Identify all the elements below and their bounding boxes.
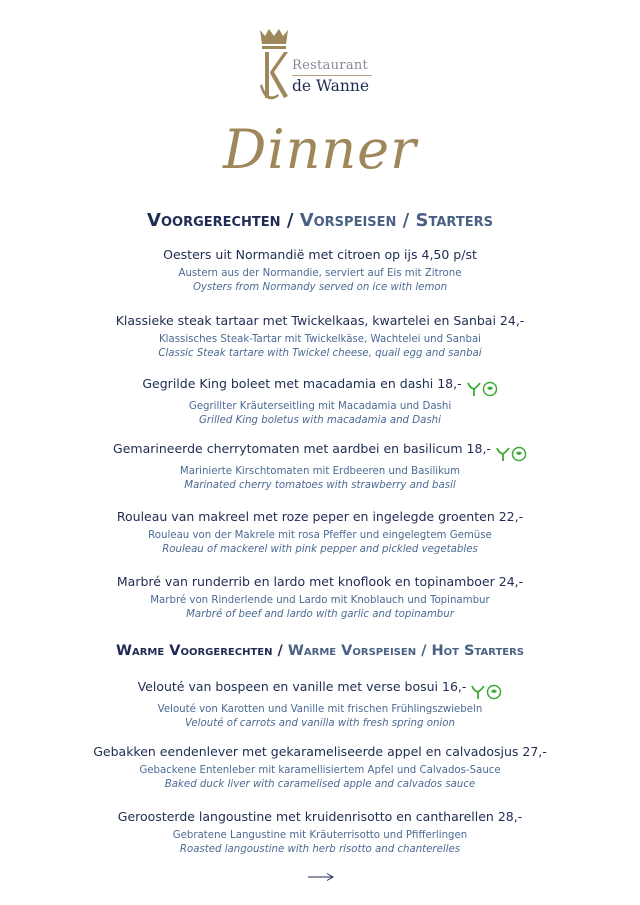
menu-item xyxy=(0,375,640,428)
item-name-german: Gebratene Langustine mit Kräuterrisotto und Pfifferlingen xyxy=(172,830,468,841)
brand-line-restaurant: Restaurant xyxy=(292,58,369,73)
item-name-german: Marbré von Rinderlende und Lardo mit Knoblauch und Topinambur xyxy=(150,595,490,606)
vegan-icon xyxy=(482,381,498,397)
section-header-translations: Warme Vorspeisen / Hot Starters xyxy=(287,643,524,659)
arrow-right-icon[interactable] xyxy=(308,872,334,882)
item-name-german: Velouté von Karotten und Vanille mit frischen Frühlingszwiebeln xyxy=(157,704,483,715)
menu-item xyxy=(0,808,640,857)
item-name-english: Roasted langoustine with herb risotto and chanterelles xyxy=(179,844,461,855)
section-header-starters xyxy=(0,210,640,231)
item-name-english: Marbré of beef and lardo with garlic and topinambur xyxy=(186,609,454,620)
vegetarian-icon xyxy=(495,446,511,462)
item-name-dutch: Marbré van runderrib en lardo met knoflook en topinamboer 24,- xyxy=(116,574,524,589)
item-name-english: Baked duck liver with caramelised apple and calvados sauce xyxy=(164,779,476,790)
item-name-row xyxy=(0,440,640,462)
diet-icons xyxy=(495,444,527,462)
menu-item xyxy=(0,440,640,493)
item-name-english: Classic Steak tartare with Twickel cheese, quail egg and sanbai xyxy=(158,348,482,359)
vegetarian-icon xyxy=(470,684,486,700)
diet-icons xyxy=(470,682,502,700)
vegan-icon xyxy=(511,446,527,462)
item-name-english: Velouté of carrots and vanilla with fresh spring onion xyxy=(185,718,455,729)
vegetarian-icon xyxy=(466,381,482,397)
menu-item xyxy=(0,573,640,622)
item-name-dutch: Rouleau van makreel met roze peper en ingelegde groenten 22,- xyxy=(116,509,524,524)
brand-divider xyxy=(292,75,372,76)
vegan-icon xyxy=(486,684,502,700)
item-name-english: Marinated cherry tomatoes with strawberry and basil xyxy=(184,480,456,491)
menu-item xyxy=(0,743,640,792)
menu-item xyxy=(0,678,640,731)
item-name-english: Oysters from Normandy served on ice with lemon xyxy=(192,282,448,293)
item-name-row xyxy=(0,678,640,700)
item-name-dutch: Klassieke steak tartaar met Twickelkaas, kwartelei en Sanbai 24,- xyxy=(115,313,525,328)
item-name-german: Rouleau von der Makrele mit rosa Pfeffer und eingelegtem Gemüse xyxy=(148,530,492,541)
item-name-german: Gebackene Entenleber mit karamellisiertem Apfel und Calvados-Sauce xyxy=(139,765,501,776)
item-name-german: Gegrillter Kräuterseitling mit Macadamia und Dashi xyxy=(188,401,452,412)
item-name-dutch: Gegrilde King boleet met macadamia en dashi 18,- xyxy=(142,376,462,391)
menu-item xyxy=(0,508,640,557)
item-name-german: Austern aus der Normandie, serviert auf Eis mit Zitrone xyxy=(178,268,462,279)
item-name-row xyxy=(0,375,640,397)
section-header-dutch: Voorgerechten / xyxy=(147,210,294,231)
item-name-dutch: Gemarineerde cherrytomaten met aardbei en basilicum 18,- xyxy=(113,441,491,456)
item-name-dutch: Gebakken eendenlever met gekarameliseerde appel en calvadosjus 27,- xyxy=(93,744,547,759)
brand-line-name: de Wanne xyxy=(292,77,369,95)
restaurant-logo xyxy=(258,28,378,102)
item-name-dutch: Geroosterde langoustine met kruidenrisotto en cantharellen 28,- xyxy=(117,809,523,824)
menu-item xyxy=(0,312,640,361)
section-header-dutch: Warme Voorgerechten / xyxy=(115,643,283,659)
crown-monogram-icon xyxy=(258,28,290,100)
item-name-english: Rouleau of mackerel with pink pepper and pickled vegetables xyxy=(162,544,478,555)
item-name-german: Klassisches Steak-Tartar mit Twickelkäse, Wachtelei und Sanbai xyxy=(158,334,482,345)
item-name-dutch: Oesters uit Normandië met citroen op ijs 4,50 p/st xyxy=(163,247,477,262)
section-header-translations: Vorspeisen / Starters xyxy=(299,210,493,231)
item-name-german: Marinierte Kirschtomaten mit Erdbeeren und Basilikum xyxy=(179,466,461,477)
item-name-english: Grilled King boletus with macadamia and Dashi xyxy=(199,415,441,426)
section-header-hot-starters xyxy=(0,643,640,659)
menu-title: Dinner xyxy=(223,118,417,181)
menu-item xyxy=(0,246,640,295)
item-name-dutch: Velouté van bospeen en vanille met verse bosui 16,- xyxy=(137,679,467,694)
diet-icons xyxy=(466,379,498,397)
